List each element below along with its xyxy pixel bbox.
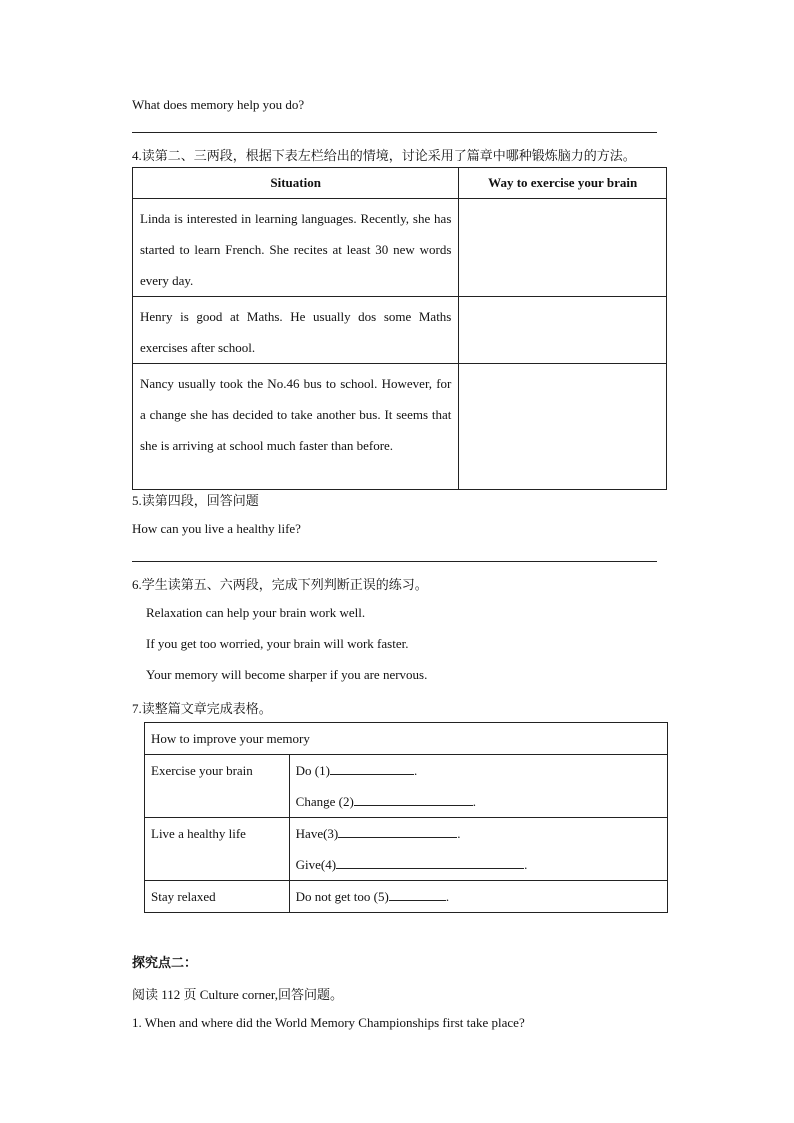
explore-heading: 探究点二：	[132, 955, 198, 970]
blank-2[interactable]	[354, 791, 473, 806]
section-5-instruction: 5.读第四段，回答问题	[132, 493, 259, 508]
explore-question-1: 1. When and where did the World Memory Championships first take place?	[132, 1015, 525, 1030]
row-label: Exercise your brain	[145, 755, 290, 818]
statement-1: Relaxation can help your brain work well.	[146, 605, 366, 620]
answer-line	[132, 132, 657, 133]
situation-nancy: Nancy usually took the No.46 bus to school. However, for a change she has decided to take another bus. It seems that she is arriving at school much faster than before.	[133, 364, 459, 490]
blank-prefix: Give(4)	[295, 857, 337, 872]
statement-2: If you get too worried, your brain will work faster.	[146, 636, 409, 651]
situation-henry: Henry is good at Maths. He usually dos some Maths exercises after school.	[133, 297, 459, 364]
row-answers	[289, 818, 667, 881]
situation-linda: Linda is interested in learning languages. Recently, she has started to learn French. She recites at least 30 new words every day.	[133, 199, 459, 297]
answer-cell[interactable]	[459, 297, 667, 364]
memory-table	[144, 722, 668, 913]
blank-prefix: Do (1)	[295, 763, 330, 778]
blank-suffix: .	[524, 857, 528, 872]
blank-3[interactable]	[338, 823, 457, 838]
blank-prefix: Have(3)	[295, 826, 339, 841]
blank-suffix: .	[472, 794, 477, 809]
question-memory: What does memory help you do?	[132, 97, 305, 112]
blank-5[interactable]	[389, 886, 446, 901]
section-6-instruction: 6.学生读第五、六两段，完成下列判断正误的练习。	[132, 577, 428, 592]
memory-table-title: How to improve your memory	[145, 723, 668, 755]
explore-instruction: 阅读 112 页 Culture corner,回答问题。	[132, 987, 343, 1002]
header-way: Way to exercise your brain	[459, 168, 667, 199]
situation-table	[132, 167, 667, 490]
section-7-instruction: 7.读整篇文章完成表格。	[132, 701, 272, 716]
blank-prefix: Change (2)	[295, 794, 354, 809]
header-situation: Situation	[133, 168, 459, 199]
row-label: Live a healthy life	[145, 818, 290, 881]
blank-4[interactable]	[336, 854, 524, 869]
row-answers	[289, 881, 667, 913]
answer-line	[132, 561, 657, 562]
statement-3: Your memory will become sharper if you are nervous.	[146, 667, 428, 682]
blank-suffix: .	[413, 763, 418, 778]
blank-suffix: .	[457, 826, 461, 841]
blank-1[interactable]	[330, 760, 414, 775]
row-answers	[289, 755, 667, 818]
blank-suffix: .	[445, 889, 450, 904]
row-label: Stay relaxed	[145, 881, 290, 913]
answer-cell[interactable]	[459, 199, 667, 297]
blank-prefix: Do not get too (5)	[295, 889, 389, 904]
section-4-instruction: 4.读第二、三两段，根据下表左栏给出的情境，讨论采用了篇章中哪种锻炼脑力的方法。	[132, 148, 636, 163]
question-healthy-life: How can you live a healthy life?	[132, 521, 301, 536]
answer-cell[interactable]	[459, 364, 667, 490]
